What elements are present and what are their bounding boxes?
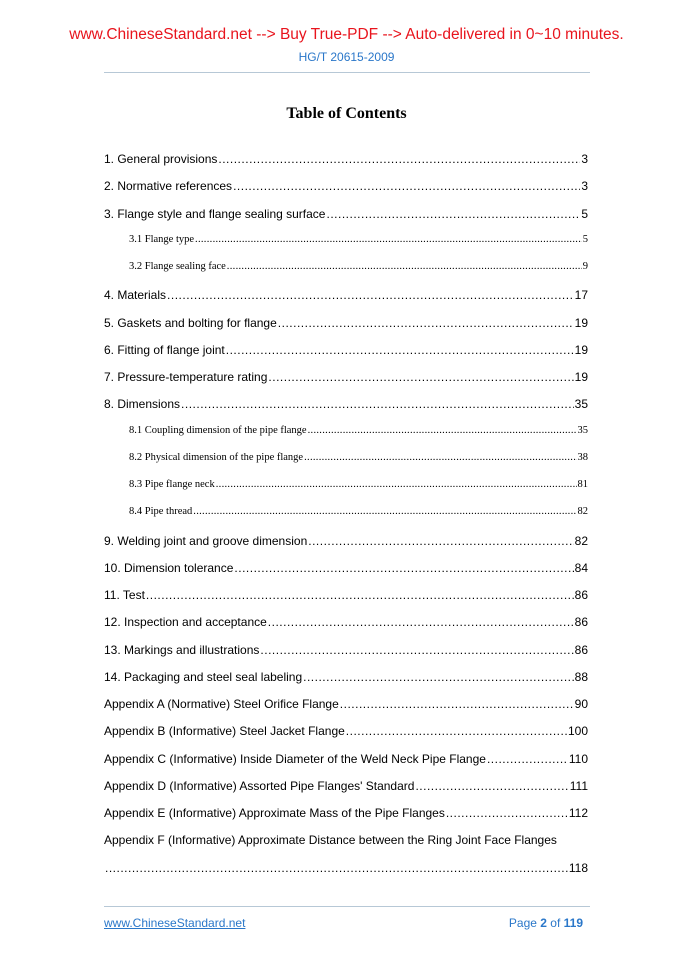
toc-entry-page: 5 bbox=[581, 206, 588, 221]
header-divider bbox=[104, 72, 590, 73]
toc-entry-label: 13. Markings and illustrations bbox=[104, 642, 260, 657]
toc-leader-dots bbox=[146, 588, 574, 602]
toc-leader-dots bbox=[195, 234, 582, 245]
toc-entry[interactable] bbox=[104, 670, 588, 684]
toc-entry-page: 118 bbox=[568, 860, 588, 875]
toc-leader-dots bbox=[415, 779, 568, 793]
toc-entry[interactable] bbox=[104, 152, 588, 166]
toc-entry-label: Appendix A (Normative) Steel Orifice Flange bbox=[104, 697, 339, 711]
page-prefix: Page bbox=[508, 916, 541, 930]
toc-entry-label: 8.4 Pipe thread bbox=[129, 506, 193, 518]
toc-leader-dots bbox=[193, 506, 576, 517]
toc-entry[interactable] bbox=[104, 697, 588, 711]
toc-entry-label: 9. Welding joint and groove dimension bbox=[104, 533, 308, 548]
toc-entry[interactable] bbox=[104, 397, 588, 411]
toc-leader-dots bbox=[340, 697, 574, 711]
toc-leader-dots bbox=[308, 425, 577, 436]
toc-entry-label: 8.1 Coupling dimension of the pipe flange bbox=[129, 424, 307, 436]
toc-entry[interactable] bbox=[104, 425, 588, 436]
toc-leader-dots bbox=[278, 316, 574, 330]
toc-entry-page: 88 bbox=[574, 669, 588, 684]
footer-divider bbox=[104, 906, 590, 907]
toc-entry-label: 6. Fitting of flange joint bbox=[104, 342, 225, 357]
footer-website-link[interactable]: www.ChineseStandard.net bbox=[104, 916, 246, 930]
toc-entry[interactable] bbox=[104, 261, 588, 272]
toc-entry[interactable] bbox=[104, 588, 588, 602]
toc-leader-dots bbox=[304, 452, 576, 463]
toc-leader-dots bbox=[233, 179, 580, 193]
toc-entry[interactable] bbox=[104, 724, 588, 738]
toc-entry[interactable] bbox=[104, 288, 588, 302]
toc-leader-dots bbox=[487, 752, 568, 766]
toc-entry-page: 86 bbox=[574, 588, 588, 602]
toc-entry-label: 8.3 Pipe flange neck bbox=[129, 479, 215, 490]
toc-leader-dots bbox=[326, 207, 580, 221]
toc-entry-label: Appendix E (Informative) Approximate Mass of the Pipe Flanges bbox=[104, 806, 445, 820]
page-title: Table of Contents bbox=[286, 105, 407, 122]
toc-entry-label: Appendix D (Informative) Assorted Pipe Flanges' Standard bbox=[104, 778, 415, 793]
toc-entry[interactable] bbox=[104, 752, 588, 766]
toc-entry[interactable] bbox=[104, 207, 588, 221]
toc-entry-page: 81 bbox=[577, 479, 588, 490]
toc-leader-dots bbox=[260, 643, 573, 657]
toc-entry[interactable] bbox=[104, 234, 588, 245]
toc-entry-page: 112 bbox=[568, 806, 588, 820]
toc-entry[interactable] bbox=[104, 643, 588, 657]
toc-leader-dots bbox=[446, 806, 568, 820]
toc-leader-dots bbox=[218, 152, 580, 166]
toc-leader-dots bbox=[268, 370, 573, 384]
page-of: of bbox=[546, 916, 564, 930]
toc-entry[interactable] bbox=[104, 343, 588, 357]
toc-entry-label: 12. Inspection and acceptance bbox=[104, 615, 267, 630]
toc-entry-label: 8. Dimensions bbox=[104, 397, 181, 412]
toc-entry-page: 19 bbox=[574, 342, 588, 357]
toc-entry-page: 90 bbox=[574, 697, 588, 711]
toc-entry-page: 3 bbox=[581, 179, 588, 194]
toc-entry-page: 82 bbox=[574, 533, 588, 548]
toc-entry[interactable] bbox=[104, 561, 588, 575]
page-current: 2 bbox=[540, 916, 547, 930]
toc-entry[interactable] bbox=[104, 615, 588, 629]
toc-entry[interactable] bbox=[104, 534, 588, 548]
toc-entry-label: 3.1 Flange type bbox=[129, 233, 195, 245]
toc-entry-label: 14. Packaging and steel seal labeling bbox=[104, 669, 303, 684]
toc-entry[interactable] bbox=[104, 370, 588, 384]
toc-entry-label: 11. Test bbox=[104, 588, 145, 602]
toc-leader-dots bbox=[303, 670, 574, 684]
toc-entry-continuation[interactable] bbox=[104, 861, 588, 875]
toc-leader-dots bbox=[308, 534, 573, 548]
toc-entry-page: 3 bbox=[581, 152, 588, 166]
toc-entry-label: 8.2 Physical dimension of the pipe flange bbox=[129, 451, 304, 463]
toc-leader-dots bbox=[216, 479, 577, 490]
toc-leader-dots bbox=[167, 288, 574, 302]
toc-entry-label: 10. Dimension tolerance bbox=[104, 560, 234, 575]
toc-entry[interactable] bbox=[104, 179, 588, 193]
toc-entry[interactable] bbox=[104, 779, 588, 793]
toc-entry[interactable] bbox=[104, 506, 588, 517]
toc-entry[interactable] bbox=[104, 806, 588, 820]
toc-entry-page: 111 bbox=[569, 778, 588, 793]
toc-entry[interactable] bbox=[104, 316, 588, 330]
toc-entry-label: 3.2 Flange sealing face bbox=[129, 261, 226, 272]
toc-entry[interactable] bbox=[104, 452, 588, 463]
toc-leader-dots bbox=[227, 261, 582, 272]
toc-entry-label[interactable]: Appendix F (Informative) Approximate Distance between the Ring Joint Face Flanges bbox=[104, 833, 557, 848]
promo-banner[interactable]: www.ChineseStandard.net --> Buy True-PDF --> Auto-delivered in 0~10 minutes. bbox=[69, 26, 624, 43]
toc-leader-dots bbox=[234, 561, 573, 575]
toc-entry-label: 2. Normative references bbox=[104, 179, 233, 194]
toc-entry-page: 19 bbox=[574, 370, 588, 384]
toc-entry-page: 82 bbox=[577, 506, 588, 518]
toc-leader-dots bbox=[268, 615, 574, 629]
toc-entry-label: Appendix C (Informative) Inside Diameter of the Weld Neck Pipe Flange bbox=[104, 751, 486, 766]
toc-entry-label: 3. Flange style and flange sealing surface bbox=[104, 206, 326, 221]
toc-entry-page: 38 bbox=[577, 451, 588, 463]
toc-entry-page: 86 bbox=[574, 642, 588, 657]
toc-entry-label: 1. General provisions bbox=[104, 152, 218, 166]
toc-leader-dots bbox=[181, 397, 574, 411]
toc-entry-page: 17 bbox=[574, 288, 588, 303]
toc-entry-label: Appendix B (Informative) Steel Jacket Flange bbox=[104, 724, 345, 739]
toc-entry-label: 7. Pressure-temperature rating bbox=[104, 370, 268, 384]
toc-entry-page: 9 bbox=[582, 261, 588, 272]
toc-entry-page: 100 bbox=[567, 724, 588, 739]
toc-leader-dots bbox=[346, 724, 567, 738]
toc-entry-page: 35 bbox=[577, 424, 588, 436]
standard-code: HG/T 20615-2009 bbox=[298, 50, 395, 64]
toc-entry-page: 19 bbox=[574, 315, 588, 330]
toc-entry-page: 84 bbox=[574, 560, 588, 575]
toc-entry-page: 110 bbox=[568, 751, 588, 766]
page-total: 119 bbox=[563, 916, 583, 930]
toc-entry[interactable] bbox=[104, 479, 588, 490]
toc-leader-dots bbox=[226, 343, 574, 357]
toc-entry-label: 4. Materials bbox=[104, 288, 167, 303]
toc-entry-page: 35 bbox=[574, 397, 588, 412]
toc-entry-label: 5. Gaskets and bolting for flange bbox=[104, 315, 277, 330]
toc-leader-dots bbox=[105, 861, 568, 875]
toc-entry-page: 86 bbox=[574, 615, 588, 630]
toc-entry-page: 5 bbox=[582, 233, 588, 245]
page-number bbox=[509, 916, 583, 930]
